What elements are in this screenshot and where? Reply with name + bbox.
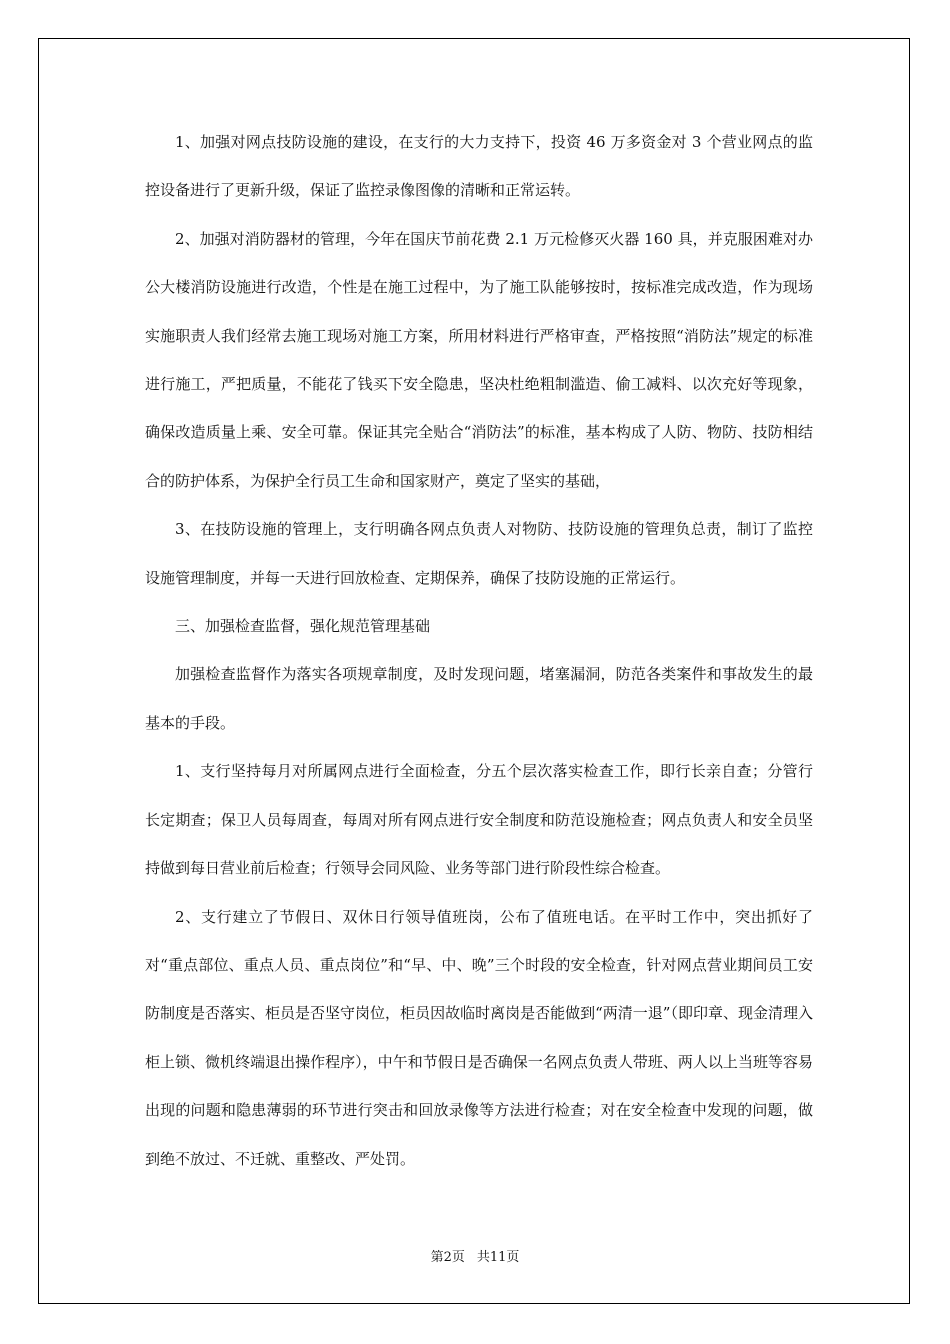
paragraph-6: 1、支行坚持每月对所属网点进行全面检查，分五个层次落实检查工作，即行长亲自查；分管行长定期查；保卫人员每周查，每周对所有网点进行安全制度和防范设施检查；网点负责人和安全员坚持做到每日营业前后检查；行领导会同风险、业务等部门进行阶段性综合检查。: [145, 762, 813, 878]
page-footer: [0, 1246, 950, 1265]
page-total: 共11页: [476, 1250, 520, 1265]
document-body: [145, 118, 813, 1183]
section-heading: 三、加强检查监督，强化规范管理基础: [175, 617, 431, 636]
paragraph-3: 3、在技防设施的管理上，支行明确各网点负责人对物防、技防设施的管理负总责，制订了监控设施管理制度，并每一天进行回放检查、定期保养，确保了技防设施的正常运行。: [145, 520, 813, 587]
paragraph-2: 2、加强对消防器材的管理，今年在国庆节前花费 2.1 万元检修灭火器 160 具，并克服困难对办公大楼消防设施进行改造，个性是在施工过程中，为了施工队能够按时，按标准完成改造，作为现场实施职责人我们经常去施工现场对施工方案，所用材料进行严格审查，严格按照“消防法”规定的标准进行施工，严把质量，不能花了钱买下安全隐患，坚决杜绝粗制滥造、偷工减料、以次充好等现象，确保改造质量上乘、安全可靠。保证其完全贴合“消防法”的标准，基本构成了人防、物防、技防相结合的防护体系，为保护全行员工生命和国家财产，奠定了坚实的基础，: [145, 229, 813, 490]
paragraph-7: 2、支行建立了节假日、双休日行领导值班岗，公布了值班电话。在平时工作中，突出抓好了对“重点部位、重点人员、重点岗位”和“早、中、晚”三个时段的安全检查，针对网点营业期间员工安防制度是否落实、柜员是否坚守岗位，柜员因故临时离岗是否能做到“两清一退”（即印章、现金清理入柜上锁、微机终端退出操作程序），中午和节假日是否确保一名网点负责人带班、两人以上当班等容易出现的问题和隐患薄弱的环节进行突击和回放录像等方法进行检查；对在安全检查中发现的问题，做到绝不放过、不迁就、重整改、严处罚。: [145, 907, 813, 1168]
paragraph-1: 1、加强对网点技防设施的建设，在支行的大力支持下，投资 46 万多资金对 3 个营业网点的监控设备进行了更新升级，保证了监控录像图像的清晰和正常运转。: [145, 133, 813, 200]
page-number: 第2页: [430, 1250, 465, 1265]
paragraph-5: 加强检查监督作为落实各项规章制度，及时发现问题，堵塞漏洞，防范各类案件和事故发生的最基本的手段。: [145, 665, 813, 732]
